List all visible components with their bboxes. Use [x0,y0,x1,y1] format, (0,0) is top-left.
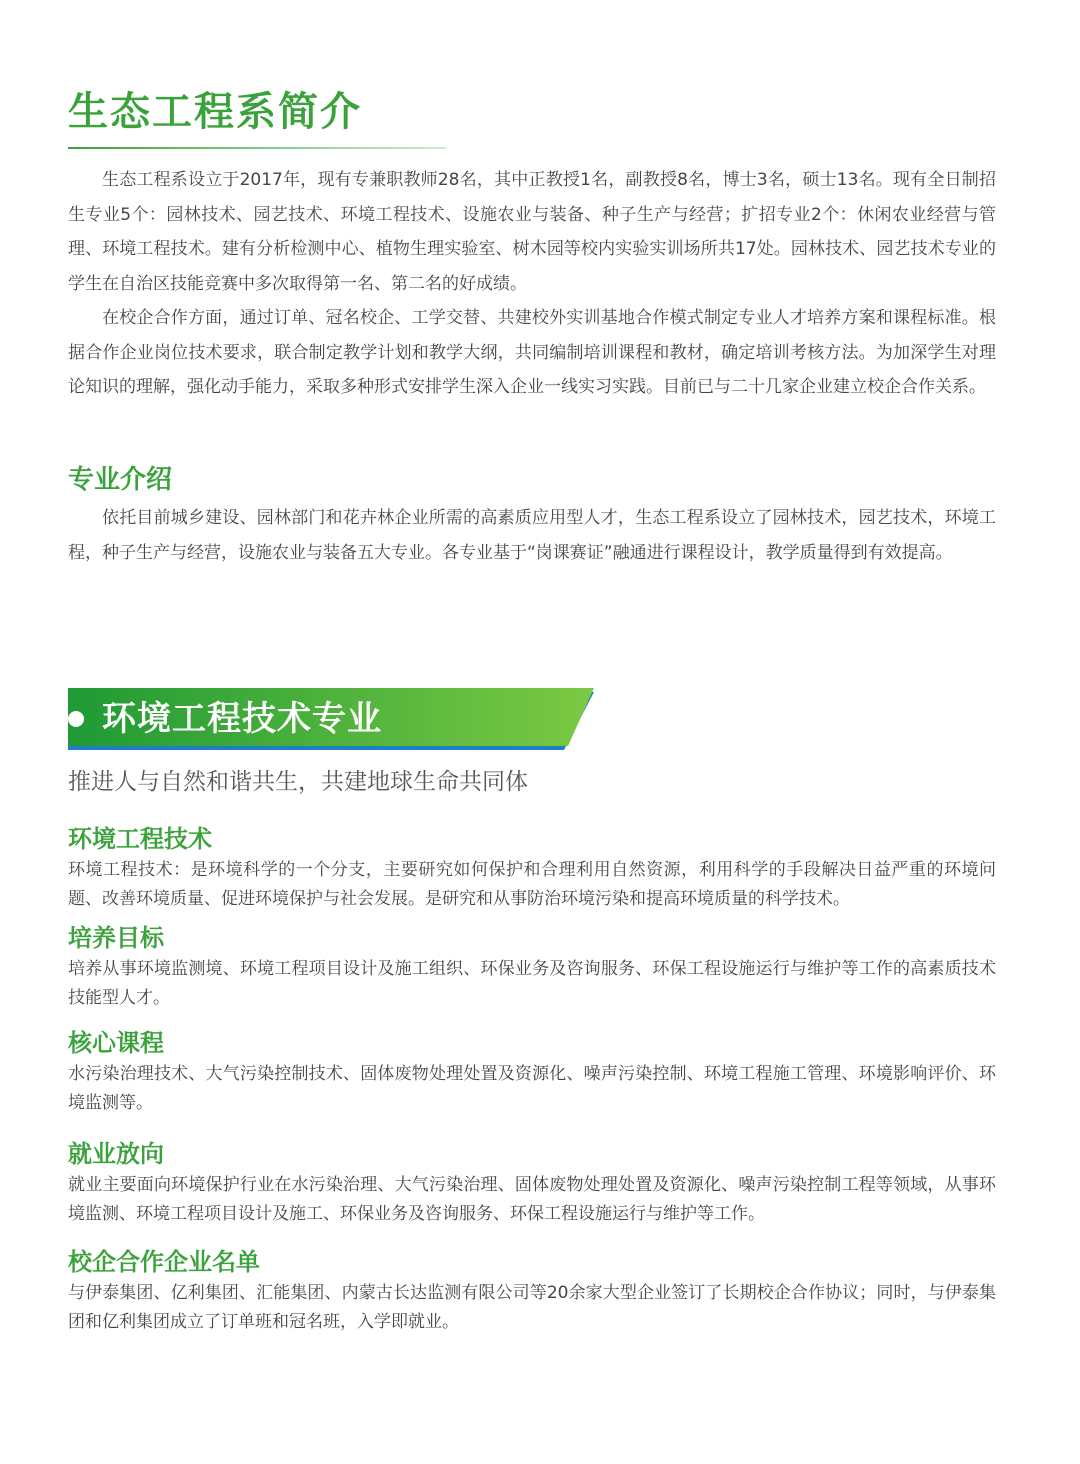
intro-text-block [68,163,996,405]
intro-paragraph-1: 生态工程系设立于2017年，现有专兼职教师28名，其中正教授1名，副教授8名，博士3名，硕士13名。现有全日制招生专业5个：园林技术、园艺技术、环境工程技术、设施农业与装备、种子生产与经营；扩招专业2个：休闲农业经营与管理、环境工程技术。建有分析检测中心、植物生理实验室、树木园等校内实验实训场所共17处。园林技术、园艺技术专业的学生在自治区技能竞赛中多次取得第一名、第二名的好成绩。 [68,170,996,294]
subsection-text-training-goal: 培养从事环境监测境、环境工程项目设计及施工组织、环保业务及咨询服务、环保工程设施运行与维护等工作的高素质技术技能型人才。 [68,959,996,1008]
page-title: 生态工程系简介 [68,89,362,135]
intro-paragraph-2: 在校企合作方面，通过订单、冠名校企、工学交替、共建校外实训基地合作模式制定专业人才培养方案和课程标准。根据合作企业岗位技术要求，联合制定教学计划和教学大纲，共同编制培训课程和教材，确定培训考核方法。为加深学生对理论知识的理解，强化动手能力，采取多种形式安排学生深入企业一线实习实践。目前已与二十几家企业建立校企合作关系。 [68,308,996,397]
subsection-heading-partners: 校企合作企业名单 [68,1248,260,1276]
subsection-text-env-tech: 环境工程技术：是环境科学的一个分支，主要研究如何保护和合理利用自然资源，利用科学的手段解决日益严重的环境问题、改善环境质量、促进环境保护与社会发展。是研究和从事防治环境污染和提高环境质量的科学技术。 [68,860,996,909]
banner-slogan: 推进人与自然和谐共生，共建地球生命共同体 [68,769,528,795]
major-intro-paragraph: 依托目前城乡建设、园林部门和花卉林企业所需的高素质应用型人才，生态工程系设立了园林技术，园艺技术，环境工程，种子生产与经营，设施农业与装备五大专业。各专业基于“岗课赛证”融通进行课程设计，教学质量得到有效提高。 [68,508,996,563]
subsection-text-core-courses: 水污染治理技术、大气污染控制技术、固体废物处理处置及资源化、噪声污染控制、环境工程施工管理、环境影响评价、环境监测等。 [68,1064,996,1113]
major-intro-text-block [68,501,996,570]
subsection-heading-training-goal: 培养目标 [68,924,164,952]
section-banner [68,688,596,752]
subsection-text-partners: 与伊泰集团、亿利集团、汇能集团、内蒙古长达监测有限公司等20余家大型企业签订了长期校企合作协议；同时，与伊泰集团和亿利集团成立了订单班和冠名班，入学即就业。 [68,1283,996,1332]
major-intro-heading: 专业介绍 [68,465,173,495]
banner-bullet-dot [68,711,84,727]
title-underline [68,147,446,149]
subsection-heading-core-courses: 核心课程 [68,1029,164,1057]
subsection-heading-employment: 就业放向 [68,1140,164,1168]
banner-title: 环境工程技术专业 [102,699,382,739]
subsection-heading-env-tech: 环境工程技术 [68,825,212,853]
subsection-text-employment: 就业主要面向环境保护行业在水污染治理、大气污染治理、固体废物处理处置及资源化、噪声污染控制工程等领域，从事环境监测、环境工程项目设计及施工、环保业务及咨询服务、环保工程设施运行与维护等工作。 [68,1175,996,1224]
